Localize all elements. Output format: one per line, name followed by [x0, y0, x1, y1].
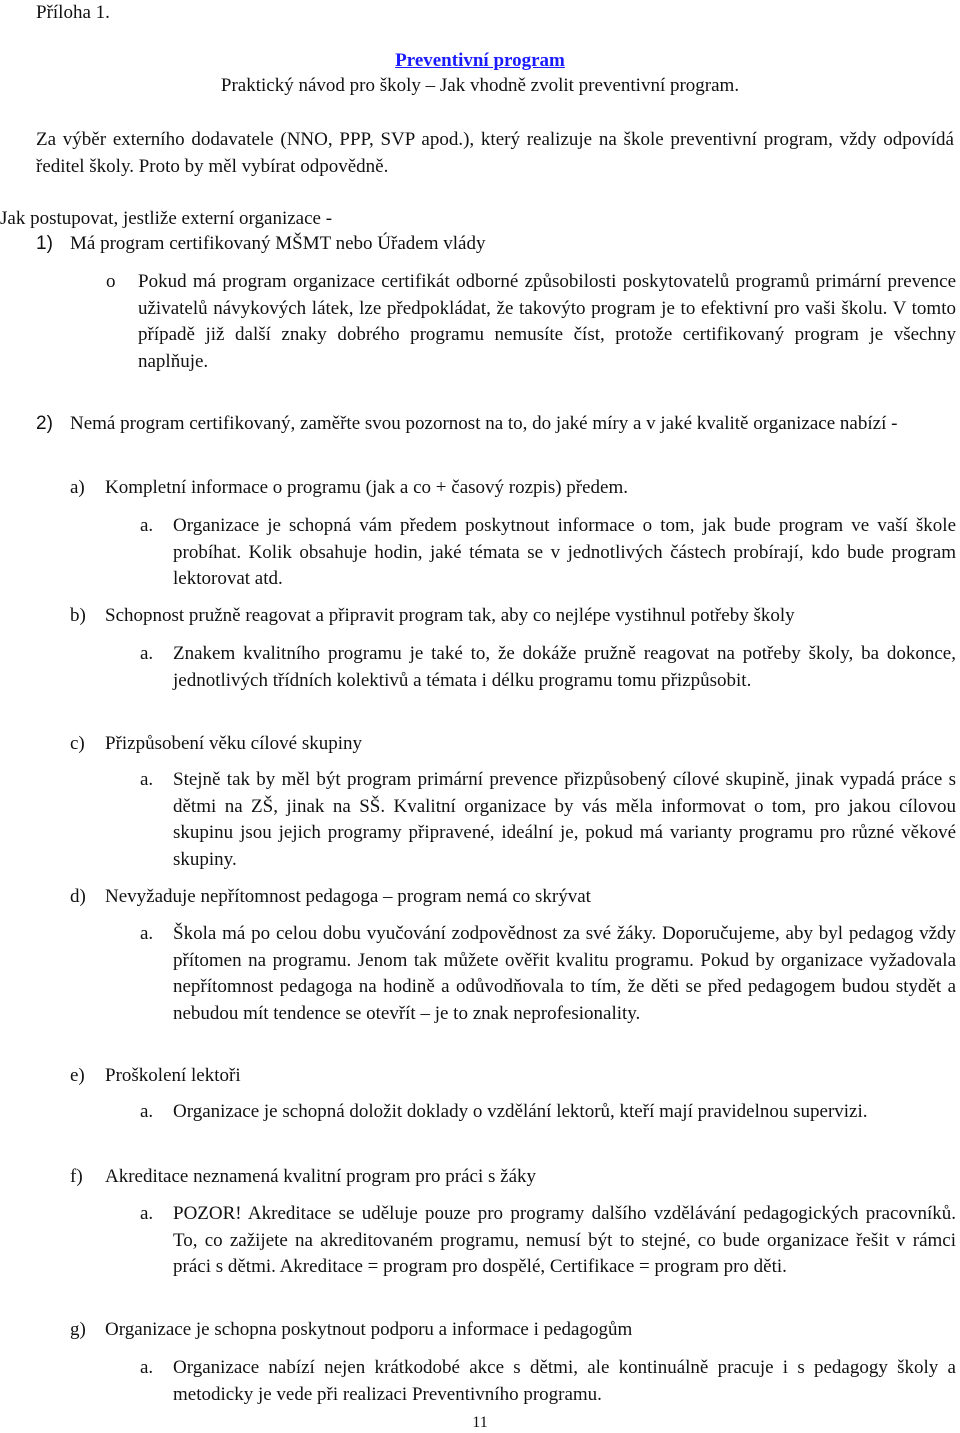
- point-1-text: Má program certifikovaný MŠMT nebo Úřadem vlády: [70, 233, 486, 254]
- item-d-sub-text: Škola má po celou dobu vyučování zodpovědnost za své žáky. Doporučujeme, aby byl pedagog vždy přítomen na programu. Jenom tak můžete ověřit kvalitu programu. Pokud by organizace vyžadovala nepřítomnost pedagoga na hodině a odůvodňovala to tím, že děti se před pedagogem budou stydět a nebudou mít tendence se otevřít – je to znak neprofesionality.: [173, 923, 956, 1024]
- page-number: 11: [472, 1414, 488, 1431]
- item-g-title: Organizace je schopna poskytnout podporu a informace i pedagogům: [105, 1319, 633, 1340]
- item-b-label: b): [70, 605, 86, 626]
- item-a-sub-text: Organizace je schopná vám předem poskytnout informace o tom, jak bude program ve vaší škole probíhat. Kolik obsahuje hodin, jaké témata se v jednotlivých částech probírají, kdo bude program lektorovat atd.: [173, 515, 956, 589]
- point-2-text: Nemá program certifikovaný, zaměřte svou pozornost na to, do jaké míry a v jaké kvalitě organizace nabízí -: [70, 413, 898, 434]
- item-c-label: c): [70, 733, 85, 754]
- item-b-sub-label: a.: [140, 643, 154, 664]
- annex-label: Příloha 1.: [36, 2, 110, 23]
- page-title[interactable]: Preventivní program: [395, 50, 565, 71]
- item-a-label: a): [70, 477, 85, 498]
- item-a-sub-label: a.: [140, 515, 154, 536]
- item-c-title: Přizpůsobení věku cílové skupiny: [105, 733, 362, 754]
- item-g-label: g): [70, 1319, 86, 1340]
- item-e-sub-text: Organizace je schopná doložit doklady o vzdělání lektorů, kteří mají pravidelnou supervizi.: [173, 1101, 868, 1122]
- point-1-bullet-text: Pokud má program organizace certifikát odborné způsobilosti poskytovatelů programů primární prevence uživatelů návykových látek, lze předpokládat, že takovýto program je to efektivní pro vaši školu. V tomto případě již další znaky dobrého programu nemusíte číst, protože certifikovaný program je všechny naplňuje.: [138, 271, 956, 372]
- item-g-sub-text: Organizace nabízí nejen krátkodobé akce s dětmi, ale kontinuálně pracuje i s pedagogy školy a metodicky je vede při realizaci Preventivního programu.: [173, 1357, 956, 1405]
- item-b-sub-text: Znakem kvalitního programu je také to, že dokáže pružně reagovat na potřeby školy, ba dokonce, jednotlivých třídních kolektivů a témata i délku programu tomu přizpůsobit.: [173, 643, 956, 691]
- procedure-heading: Jak postupovat, jestliže externí organizace -: [0, 208, 333, 229]
- item-d-label: d): [70, 886, 86, 907]
- page-subtitle: Praktický návod pro školy – Jak vhodně zvolit preventivní program.: [220, 75, 740, 96]
- item-e-title: Proškolení lektoři: [105, 1065, 241, 1086]
- item-e-label: e): [70, 1065, 85, 1086]
- intro-paragraph: Za výběr externího dodavatele (NNO, PPP, SVP apod.), který realizuje na škole preventivní program, vždy odpovídá ředitel školy. Proto by měl vybírat odpovědně.: [36, 129, 954, 177]
- item-f-label: f): [70, 1166, 83, 1187]
- item-c-sub-text: Stejně tak by měl být program primární prevence přizpůsobený cílové skupině, jinak vypadá práce s dětmi na ZŠ, jinak na SŠ. Kvalitní organizace by vás měla informovat o tom, pro jakou cílovou skupinu jsou jejich programy připravené, ideální je, pokud má varianty programu pro různé věkové skupiny.: [173, 769, 956, 870]
- item-g-sub-label: a.: [140, 1357, 154, 1378]
- item-f-sub-text: POZOR! Akreditace se uděluje pouze pro programy dalšího vzdělávání pedagogických pracovníků. To, co zažijete na akreditovaném programu, nemusí být to stejné, co bude organizace řešit v rámci práci s dětmi. Akreditace = program pro dospělé, Certifikace = program pro děti.: [173, 1203, 956, 1277]
- item-b-title: Schopnost pružně reagovat a připravit program tak, aby co nejlépe vystihnul potřeby školy: [105, 605, 795, 626]
- item-d-title: Nevyžaduje nepřítomnost pedagoga – program nemá co skrývat: [105, 886, 591, 907]
- point-1-number: 1): [36, 233, 53, 254]
- item-a-title: Kompletní informace o programu (jak a co + časový rozpis) předem.: [105, 477, 629, 498]
- point-2-number: 2): [36, 413, 53, 434]
- item-f-title: Akreditace neznamená kvalitní program pro práci s žáky: [105, 1166, 537, 1187]
- item-c-sub-label: a.: [140, 769, 154, 790]
- item-f-sub-label: a.: [140, 1203, 154, 1224]
- item-e-sub-label: a.: [140, 1101, 154, 1122]
- item-d-sub-label: a.: [140, 923, 154, 944]
- bullet-marker: o: [106, 271, 116, 292]
